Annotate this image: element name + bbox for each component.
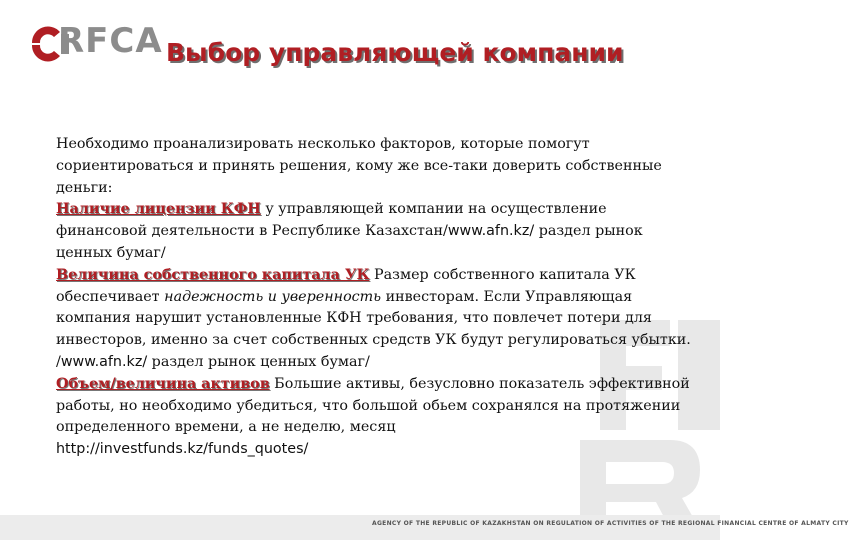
factor-1-text-tail: раздел рынок ценных бумаг/	[56, 223, 643, 261]
factor-2-heading: Величина собственного капитала УК	[56, 266, 370, 283]
footer-text: AGENCY OF THE REPUBLIC OF KAZAKHSTAN ON REGULATION OF ACTIVITIES OF THE REGIONAL FINANCIAL CENTRE OF ALMATY CITY	[372, 520, 849, 527]
factor-1-text: у управляющей компании на осуществление финансовой деятельности в Республике Казахстан/	[56, 201, 607, 240]
intro-paragraph: Необходимо проанализировать несколько факторов, которые помогут сориентироваться и принять решения, кому же все-таки доверить собственные деньги:	[56, 136, 662, 196]
footer-band	[0, 515, 849, 540]
factor-3-link[interactable]: http://investfunds.kz/funds_quotes/	[56, 441, 309, 458]
factor-2	[56, 265, 696, 374]
factor-3	[56, 374, 696, 439]
factor-1-heading: Наличие лицензии КФН	[56, 201, 261, 218]
factor-3-heading: Объем/величина активов	[56, 375, 270, 392]
factor-3-text: Большие активы, безусловно показатель эффективной работы, но необходимо убедиться, что большой обьем сохранялся на протяжении определенного времени, а не неделю, месяц	[56, 375, 690, 436]
factor-2-emphasis: надежность и уверенность	[164, 288, 382, 305]
factor-1	[56, 199, 696, 264]
factor-2-text: Размер собственного капитала УК обеспечивает	[56, 266, 636, 305]
logo-text: RFCA	[58, 21, 163, 61]
factor-3-link-line	[56, 439, 696, 461]
factor-2-text-tail: раздел рынок ценных бумаг/	[147, 353, 370, 370]
body-text	[56, 134, 696, 461]
factor-2-link[interactable]: www.afn.kz/	[60, 353, 148, 370]
factor-1-link[interactable]: www.afn.kz/	[447, 223, 535, 240]
slide-title: Выбор управляющей компании	[166, 38, 624, 67]
factor-2-text-mid: инвесторам. Если Управляющая компания нарушит установленные КФН требования, что повлечет потери для инвесторов, именно за счет собственных средств УК будут регулироваться убытки. /	[56, 288, 691, 370]
